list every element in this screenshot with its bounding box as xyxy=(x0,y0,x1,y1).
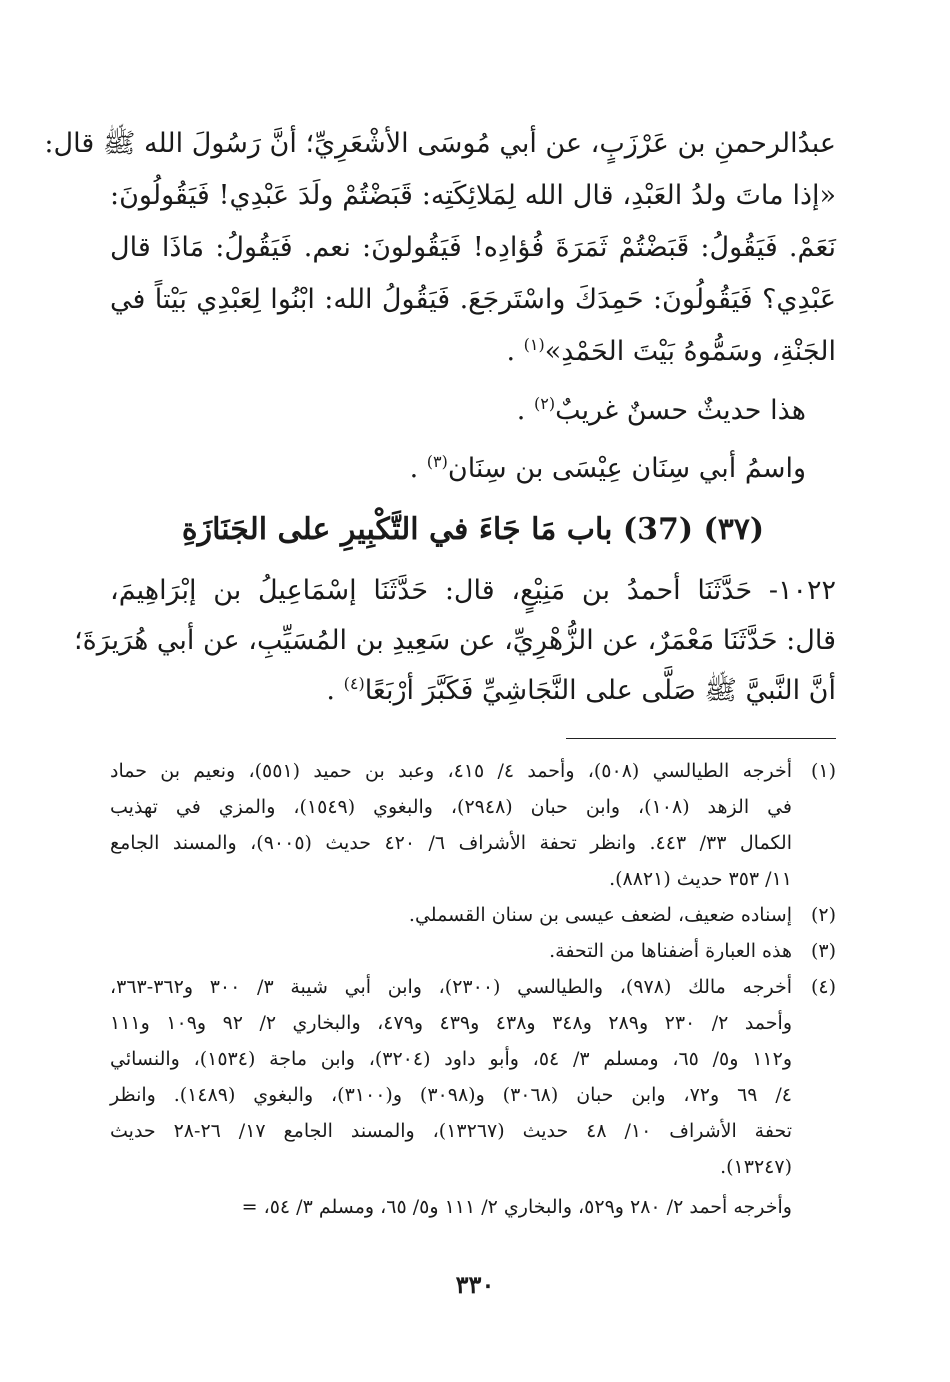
footnote-body xyxy=(110,969,792,1185)
footnote-line: (١٣٢٤٧). xyxy=(720,1156,792,1178)
book-page xyxy=(44,118,836,1318)
line-end: . xyxy=(409,453,427,484)
text-line: عَبْدِي؟ فَيَقُولُونَ: حَمِدَكَ واسْتَرجَعَ. فَيَقُولُ الله: ابْنُوا لِعَبْدِي بَيْتاً في xyxy=(110,284,836,315)
text-line xyxy=(110,326,836,378)
footnote-line: في الزهد (١٠٨)، وابن حبان (٢٩٤٨)، والبغوي (١٥٤٩)، والمزي في تهذيب xyxy=(110,796,792,818)
footnote-body xyxy=(110,897,792,933)
hadith-grading xyxy=(110,382,836,440)
footnote-line: هذه العبارة أضفناها من التحفة. xyxy=(549,940,792,962)
text-line: «إذا ماتَ ولدُ العَبْدِ، قال الله لِمَلائِكَتِه: قَبَضْتُمْ ولَدَ عَبْدِي! فَيَقُولُونَ: xyxy=(110,180,836,211)
footnote-line: أخرجه مالك (٩٧٨)، والطيالسي (٢٣٠٠)، وابن أبي شيبة ٣/ ٣٠٠ و٣٦٢-٣٦٣، xyxy=(110,976,792,998)
text-line-content: الجَنْةِ، وسَمُّوهُ بَيْتَ الحَمْدِ» xyxy=(544,336,836,367)
footnote-1 xyxy=(110,753,836,897)
line-end: . xyxy=(326,675,344,706)
footnote-number: (٤) xyxy=(810,976,836,998)
footnote-line: إسناده ضعيف، لضعف عيسى بن سنان القسملي. xyxy=(408,904,792,926)
footnote-number: (٢) xyxy=(810,904,836,926)
footnote-ref-3: (٣) xyxy=(426,452,448,471)
narrator-note-text: واسمُ أبي سِنَان عِيْسَى بن سِنَان xyxy=(447,453,806,484)
footnote-number: (٣) xyxy=(810,940,836,962)
footnote-ref-4: (٤) xyxy=(343,674,365,693)
text-line xyxy=(110,666,836,716)
text-line: نَعَمْ. فَيَقُولُ: قَبَضْتُمْ ثَمَرَةَ فُؤادِه! فَيَقُولونَ: نعم. فَيَقُولُ: مَاذَا قال xyxy=(110,232,836,263)
page-number: ٣٣٠ xyxy=(455,1270,495,1299)
text-line: قال: حَدَّثَنَا مَعْمَرٌ، عن الزُّهْرِيِّ، عن سَعِيدِ بن المُسَيِّبِ، عن أبي هُرَيرَةَ؛ xyxy=(74,625,836,656)
footnote-line: و١١٢ و٥/ ٦٥، ومسلم ٣/ ٥٤، وأبو داود (٣٢٠٤)، وابن ماجة (١٥٣٤)، والنسائي xyxy=(110,1048,792,1070)
footnotes xyxy=(110,753,836,1225)
footnote-4-continuation: وأخرجه أحمد ٢/ ٢٨٠ و٥٢٩، والبخاري ٢/ ١١١ و٥/ ٦٥، ومسلم ٣/ ٥٤، = xyxy=(241,1196,792,1218)
footnote-4 xyxy=(110,969,836,1185)
footnote-2 xyxy=(110,897,836,933)
footnote-line: الكمال ٣٣/ ٤٤٣. وانظر تحفة الأشراف ٦/ ٤٢٠ حديث (٩٠٠٥)، والمسند الجامع xyxy=(110,832,792,854)
text-line-content: أنَّ النَّبيَّ ﷺ صَلَّى على النَّجَاشِيِّ فَكَبَّرَ أرْبَعًا xyxy=(364,675,836,706)
narrator-name-note xyxy=(110,440,836,498)
main-hadith-text xyxy=(44,118,836,378)
line-end: . xyxy=(506,336,524,367)
footnote-line: ١١/ ٣٥٣ حديث (٨٨٢١). xyxy=(609,868,792,890)
hadith-1022 xyxy=(74,566,836,716)
chapter-heading: (٣٧) (37) باب مَا جَاءَ في التَّكْبِيرِ على الجَنَازَةِ xyxy=(181,512,765,547)
footnote-line: تحفة الأشراف ١٠/ ٤٨ حديث (١٣٢٦٧)، والمسند الجامع ١٧/ ٢٦-٢٨ حديث xyxy=(110,1120,793,1142)
footnote-number: (١) xyxy=(810,760,836,782)
footnote-line: أخرجه الطيالسي (٥٠٨)، وأحمد ٤/ ٤١٥، وعبد بن حميد (٥٥١)، ونعيم بن حماد xyxy=(110,760,793,782)
footnote-divider xyxy=(566,738,836,739)
grading-text: هذا حديثٌ حسنٌ غريبٌ xyxy=(555,395,806,426)
line-end: . xyxy=(516,395,534,426)
text-line: ١٠٢٢- حَدَّثَنَا أحمدُ بن مَنِيْعٍ، قال: حَدَّثَنَا إسْمَاعِيلُ بن إبْرَاهِيمَ، xyxy=(110,575,836,606)
footnote-body xyxy=(110,933,792,969)
footnote-3 xyxy=(110,933,836,969)
footnote-body xyxy=(110,753,792,897)
footnote-line: وأحمد ٢/ ٢٣٠ و٢٨٩ و٣٤٨ و٤٣٨ و٤٣٩ و٤٧٩، والبخاري ٢/ ٩٢ و١٠٩ و١١١ xyxy=(110,1012,792,1034)
footnote-ref-1: (١) xyxy=(523,335,545,354)
text-line: عبدُالرحمنِ بن عَرْزَبٍ، عن أبي مُوسَى الأشْعَرِيِّ؛ أنَّ رَسُولَ الله ﷺ قال: xyxy=(44,128,836,159)
footnote-ref-2: (٢) xyxy=(533,394,556,413)
footnote-line: ٤/ ٦٩ و٧٢، وابن حبان (٣٠٦٨) و(٣٠٩٨) و(٣١٠٠)، والبغوي (١٤٨٩). وانظر xyxy=(110,1084,793,1106)
